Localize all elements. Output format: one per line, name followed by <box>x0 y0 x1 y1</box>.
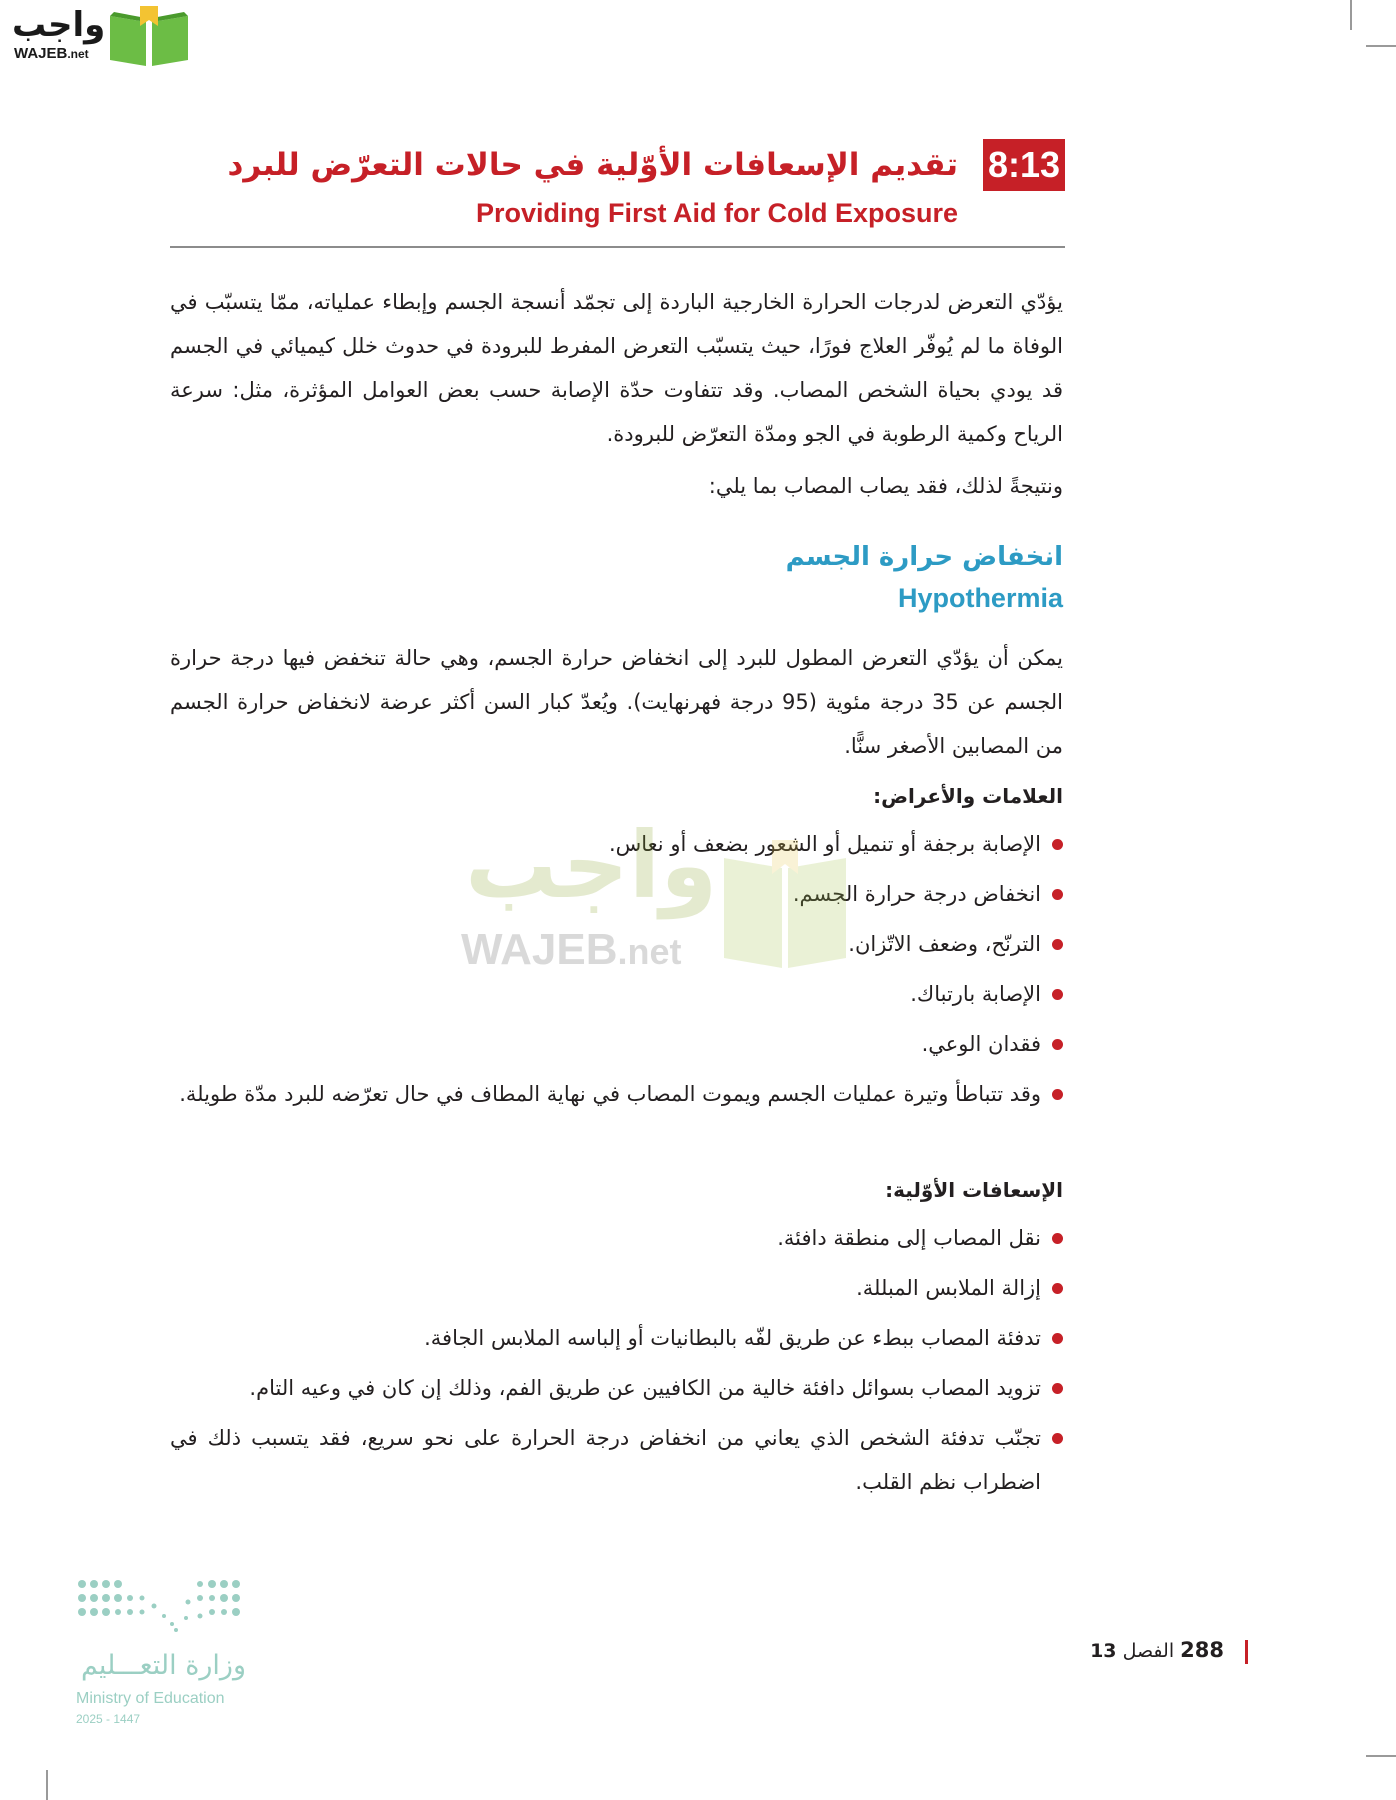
first-aid-list <box>170 1216 1063 1510</box>
wajeb-logo[interactable] <box>8 4 193 68</box>
list-item: فقدان الوعي. <box>170 1022 1063 1066</box>
signs-list <box>170 812 1063 1122</box>
section-title-english: Providing First Aid for Cold Exposure <box>475 198 958 228</box>
section-title-arabic: تقديم الإسعافات الأوّلية في حالات التعرّض للبرد <box>227 147 958 183</box>
ministry-name-english: Ministry of Education <box>76 1690 225 1707</box>
book-icon <box>106 6 192 68</box>
chapter-number: 13 <box>1090 1640 1117 1662</box>
list-item: الترنّح، وضعف الاتّزان. <box>170 922 1063 966</box>
list-item: تدفئة المصاب ببطء عن طريق لفّه بالبطانيات أو إلباسه الملابس الجافة. <box>170 1316 1063 1360</box>
bullet-icon <box>1052 889 1063 900</box>
footer-divider <box>1245 1640 1248 1664</box>
crop-mark-top-right <box>1350 0 1352 30</box>
ministry-dots-icon <box>76 1578 251 1638</box>
bullet-icon <box>1052 1383 1063 1394</box>
bullet-icon <box>1052 1233 1063 1244</box>
list-item: انخفاض درجة حرارة الجسم. <box>170 872 1063 916</box>
signs-label: العلامات والأعراض: <box>873 784 1063 808</box>
bullet-icon <box>1052 839 1063 850</box>
hypothermia-title-arabic: انخفاض حرارة الجسم <box>785 542 1063 572</box>
list-item: نقل المصاب إلى منطقة دافئة. <box>170 1216 1063 1260</box>
header-divider <box>170 246 1065 248</box>
bullet-icon <box>1052 1039 1063 1050</box>
first-aid-label: الإسعافات الأوّلية: <box>885 1178 1063 1202</box>
section-number-badge: 8:13 <box>983 139 1065 191</box>
hypothermia-title-english: Hypothermia <box>897 583 1063 613</box>
list-item: إزالة الملابس المبللة. <box>170 1266 1063 1310</box>
list-item: الإصابة برجفة أو تنميل أو الشعور بضعف أو نعاس. <box>170 822 1063 866</box>
crop-mark-bottom-left <box>46 1770 48 1800</box>
logo-arabic-text: واجب <box>12 5 106 45</box>
intro-paragraph: يؤدّي التعرض لدرجات الحرارة الخارجية الباردة إلى تجمّد أنسجة الجسم وإبطاء عملياته، ممّا يتسبّب في الوفاة ما لم يُوفّر العلاج فورًا، حيث يتسبّب التعرض المفرط للبرودة في حدوث خلل كيميائي في الجسم قد يودي بحياة الشخص المصاب. وقد تتفاوت حدّة الإصابة حسب بعض العوامل المؤثرة، مثل: سرعة الرياح وكمية الرطوبة في الجو ومدّة التعرّض للبرودة. <box>170 290 1063 446</box>
ministry-year: 2025 - 1447 <box>76 1712 141 1726</box>
watermark-latin-text: WAJEB.net <box>461 925 682 974</box>
watermark-arabic-text: واجب <box>465 812 718 919</box>
intro-lead-in: ونتيجةً لذلك، فقد يصاب المصاب بما يلي: <box>708 474 1063 498</box>
page-footer <box>1080 1638 1224 1662</box>
chapter-label: الفصل <box>1122 1640 1175 1662</box>
bullet-icon <box>1052 1433 1063 1444</box>
list-item: تجنّب تدفئة الشخص الذي يعاني من انخفاض درجة الحرارة على نحو سريع، فقد يتسبب ذلك في اضطراب نظم القلب. <box>170 1416 1063 1504</box>
crop-mark-right-top <box>1366 45 1396 47</box>
list-item: تزويد المصاب بسوائل دافئة خالية من الكافيين عن طريق الفم، وذلك إن كان في وعيه التام. <box>170 1366 1063 1410</box>
list-item: الإصابة بارتباك. <box>170 972 1063 1016</box>
hypothermia-paragraph: يمكن أن يؤدّي التعرض المطول للبرد إلى انخفاض حرارة الجسم، وهي حالة تنخفض فيها درجة حرارة الجسم عن 35 درجة مئوية (95 درجة فهرنهايت). ويُعدّ كبار السن أكثر عرضة لانخفاض حرارة الجسم من المصابين الأصغر سنًّا. <box>170 646 1063 758</box>
list-item: وقد تتباطأ وتيرة عمليات الجسم ويموت المصاب في نهاية المطاف في حال تعرّضه للبرد مدّة طويلة. <box>170 1072 1063 1116</box>
crop-mark-right-bottom <box>1366 1755 1396 1757</box>
ministry-logo <box>76 1578 251 1778</box>
bullet-icon <box>1052 1333 1063 1344</box>
logo-latin-text: WAJEB.net <box>14 45 89 62</box>
bullet-icon <box>1052 939 1063 950</box>
bullet-icon <box>1052 1089 1063 1100</box>
ministry-name-arabic: وزارة التعـــليم <box>80 1650 246 1681</box>
page-number: 288 <box>1180 1638 1224 1662</box>
bullet-icon <box>1052 989 1063 1000</box>
bullet-icon <box>1052 1283 1063 1294</box>
